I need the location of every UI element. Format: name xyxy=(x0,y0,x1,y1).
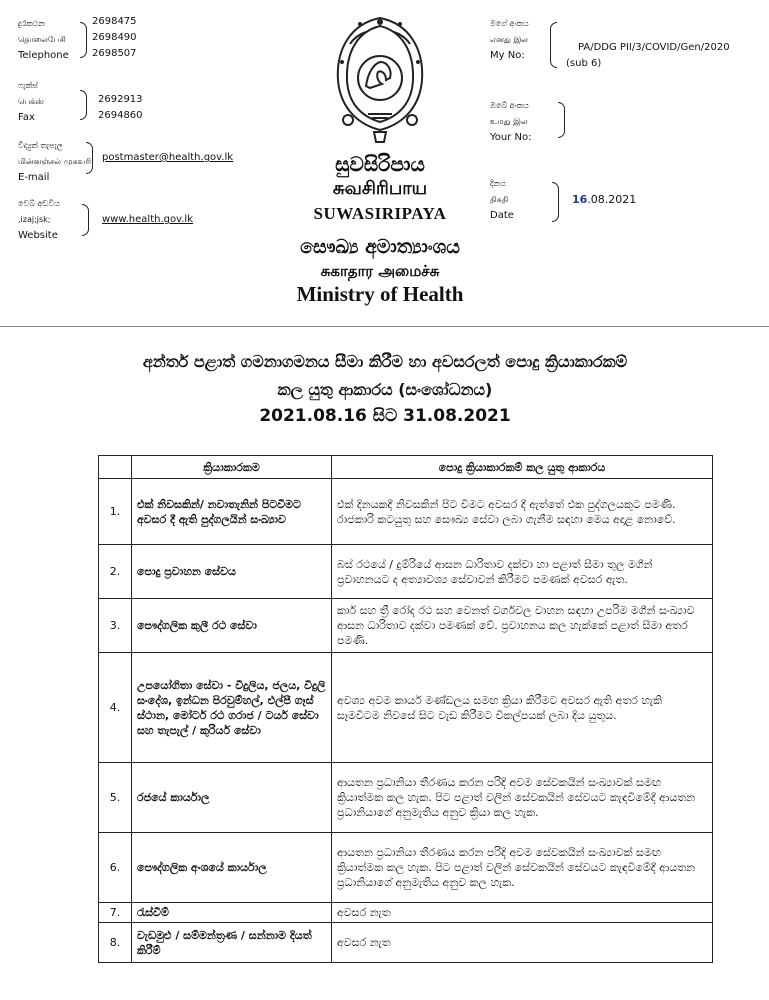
my-no-value xyxy=(566,40,730,72)
telephone-number: 2698490 xyxy=(92,32,137,43)
fax-number: 2692913 xyxy=(98,94,143,105)
your-no-label-si: ඔබේ අංකය xyxy=(490,101,529,110)
telephone-label-si: දුරකථන xyxy=(18,19,45,28)
row-activity: රැස්වීම් xyxy=(132,903,332,923)
row-number: 5. xyxy=(99,763,132,833)
row-instruction: කාර් සහ ත්‍රී රෝද රථ සහ වෙනත් වර්ගවල වාහන සඳහා උපරිම මගීන් සංඛ්‍යාව ආසන ධාරිතාව දක්වා පමණක් වේ. ප්‍රවාහනය කල හැක්කේ පළාත් සීමා අතර පමණි. xyxy=(332,599,713,653)
telephone-label-en: Telephone xyxy=(18,50,69,61)
email-brace xyxy=(86,142,93,174)
table-row xyxy=(99,903,713,923)
row-instruction: අවශ්‍ය අවම කාර්ය මණ්ඩලය සමඟ ක්‍රියා කිරීමට අවසර ඇති අතර හැකි සෑමවිටම නිවසේ සිට වැඩ කිරීමට විකල්පයක් ලබා දිය යුතුය. xyxy=(332,653,713,763)
doc-title-line1: අන්තර් පළාත් ගමනාගමනය සීමා කිරීම හා අවසරලත් පොදු ක්‍රියාකාරකම් xyxy=(142,352,628,371)
fax-label-en: Fax xyxy=(18,112,35,123)
table-row xyxy=(99,923,713,963)
row-instruction: ආයතන ප්‍රධානියා තීරණය කරන පරිදි අවම සේවකයින් සංඛ්‍යාවක් සමඟ ක්‍රියාත්මක කල හැක. පිට පළාත් වලින් සේවකයින් සේවයට කැඳවීමේදී ආයතන ප්‍රධානියාගේ අනුමැතිය අනුව ක්‍රියා කල හැක. xyxy=(332,763,713,833)
my-no-brace xyxy=(550,22,557,68)
your-no-brace xyxy=(558,102,565,138)
email-label xyxy=(18,138,91,186)
ministry-si: සෞඛ්‍ය අමාත්‍යාංශය xyxy=(300,236,460,258)
date-label-ta: திகதி xyxy=(490,195,509,204)
dept-title-ta: சுவசிரிபாய xyxy=(332,178,428,199)
telephone-label xyxy=(18,16,69,64)
fax-label-ta: பெக்ஸ் xyxy=(18,97,44,106)
telephone-numbers xyxy=(92,14,137,62)
website-value[interactable]: www.health.gov.lk xyxy=(102,214,193,225)
my-no-label xyxy=(490,16,529,64)
table-row xyxy=(99,653,713,763)
table-row xyxy=(99,545,713,599)
table-row xyxy=(99,599,713,653)
header-activity: ක්‍රියාකාරකම xyxy=(132,456,332,479)
website-label-ta: ,izaj;jsk; xyxy=(18,215,51,224)
row-number: 8. xyxy=(99,923,132,963)
row-activity: එක් නිවසකින්/ නවාතැනින් පිටවීමට අවසර දී ඇති පුද්ගලයින් සංඛ්‍යාව xyxy=(132,479,332,545)
activities-table xyxy=(98,455,713,963)
row-activity: පෞද්ගලික කුලී රථ සේවා xyxy=(132,599,332,653)
fax-brace xyxy=(80,90,87,120)
website-label-en: Website xyxy=(18,230,58,241)
your-no-label-ta: உமது இல xyxy=(490,117,528,126)
row-number: 2. xyxy=(99,545,132,599)
ministry-ta: சுகாதார அமைச்சு xyxy=(320,262,440,280)
header-num xyxy=(99,456,132,479)
header-instruction: පොදු ක්‍රියාකාරකම් කල යුතු ආකාරය xyxy=(332,456,713,479)
telephone-number: 2698475 xyxy=(92,16,137,27)
row-number: 3. xyxy=(99,599,132,653)
email-value[interactable]: postmaster@health.gov.lk xyxy=(102,152,234,163)
fax-number: 2694860 xyxy=(98,110,143,121)
email-label-si: විද්‍යුත් තැපැල xyxy=(18,141,63,150)
my-no-label-si: මගේ අංකය xyxy=(490,19,529,28)
telephone-label-ta: தொலைபேசி xyxy=(18,35,66,44)
date-rest: .08.2021 xyxy=(587,193,637,206)
dept-title-en: SUWASIRIPAYA xyxy=(313,204,447,223)
row-instruction: එක් දිනයකදී නිවසකින් පිට වීමට අවසර දී ඇත්තේ එක පුද්ගලයකුට පමණි. රාජකාරි කටයුතු සහ සෞඛ්‍ය සේවා ලබා ගැනීම සඳහා මෙය අදාළ නොවේ. xyxy=(332,479,713,545)
my-no-line2: (sub 6) xyxy=(566,58,602,69)
my-no-label-ta: எனது இல xyxy=(490,35,528,44)
row-activity: පෞද්ගලික අංශයේ කාර්යාල xyxy=(132,833,332,903)
table-row xyxy=(99,833,713,903)
your-no-label xyxy=(490,98,532,146)
row-number: 7. xyxy=(99,903,132,923)
website-label xyxy=(18,196,60,244)
fax-numbers xyxy=(98,92,143,124)
date-value xyxy=(572,192,636,208)
row-activity: පොදු ප්‍රවාහන සේවය xyxy=(132,545,332,599)
website-brace xyxy=(82,204,89,236)
fax-label-si: ෆැක්ස් xyxy=(18,81,38,90)
telephone-brace xyxy=(80,22,87,58)
date-label xyxy=(490,176,514,224)
row-number: 4. xyxy=(99,653,132,763)
row-activity: උපයෝගිතා සේවා - විදුලිය, ජලය, විදුලි සංදේශ, ඉන්ධන පිරවුම්හල්, එල්පී ගෑස් ස්ථාන, මෝටර් රථ ගරාජ / ටයර් සේවා සහ තැපැල් / කුරියර් සේවා xyxy=(132,653,332,763)
fax-label xyxy=(18,78,44,126)
date-brace xyxy=(552,182,559,222)
national-emblem-icon xyxy=(330,14,430,150)
table-row xyxy=(99,763,713,833)
row-instruction: ආයතන ප්‍රධානියා තීරණය කරන පරිදි අවම සේවකයින් සංඛ්‍යාවක් සමඟ ක්‍රියාත්මක කල හැක. පිට පළාත් වලින් සේවකයින් සේවයට කැඳවීමේදී ආයතන ප්‍රධානියාගේ අනුමැතිය අනුව කල හැක. xyxy=(332,833,713,903)
header-divider xyxy=(0,326,769,327)
date-label-en: Date xyxy=(490,210,514,221)
row-activity: රජයේ කාර්යාල xyxy=(132,763,332,833)
row-number: 1. xyxy=(99,479,132,545)
my-no-line1: PA/DDG PII/3/COVID/Gen/2020 xyxy=(578,42,730,53)
row-number: 6. xyxy=(99,833,132,903)
my-no-label-en: My No: xyxy=(490,50,525,61)
email-label-en: E-mail xyxy=(18,172,50,183)
doc-title-line3: 2021.08.16 සිට 31.08.2021 xyxy=(259,406,511,426)
date-day: 16 xyxy=(572,193,588,206)
row-instruction: බස් රථයේ / දුම්රියේ ආසන ධාරිතාව දක්වා හා පළාත් සීමා තුල මගීන් ප්‍රවාහනයට ද අත්‍යාවශ්‍ය සේවාවන් කිරීමට පමණක් අවසර ඇත. xyxy=(332,545,713,599)
email-label-ta: மின்னஞ்சல் முகவரி xyxy=(18,157,92,166)
table-header-row xyxy=(99,456,713,479)
doc-title-line2: කල යුතු ආකාරය (සංශෝධනය) xyxy=(277,380,493,399)
row-instruction: අවසර නැත xyxy=(332,903,713,923)
dept-title-si: සුවසිරිපාය xyxy=(335,152,425,176)
website-label-si: වෙබ් අඩවිය xyxy=(18,199,60,208)
row-instruction: අවසර නැත xyxy=(332,923,713,963)
ministry-en: Ministry of Health xyxy=(296,282,464,306)
row-activity: වැඩමුළු / සම්මන්ත්‍රණ / සන්නාම දියත් කිරීම් xyxy=(132,923,332,963)
date-label-si: දිනය xyxy=(490,179,506,188)
table-row xyxy=(99,479,713,545)
your-no-label-en: Your No: xyxy=(490,132,532,143)
telephone-number: 2698507 xyxy=(92,48,137,59)
